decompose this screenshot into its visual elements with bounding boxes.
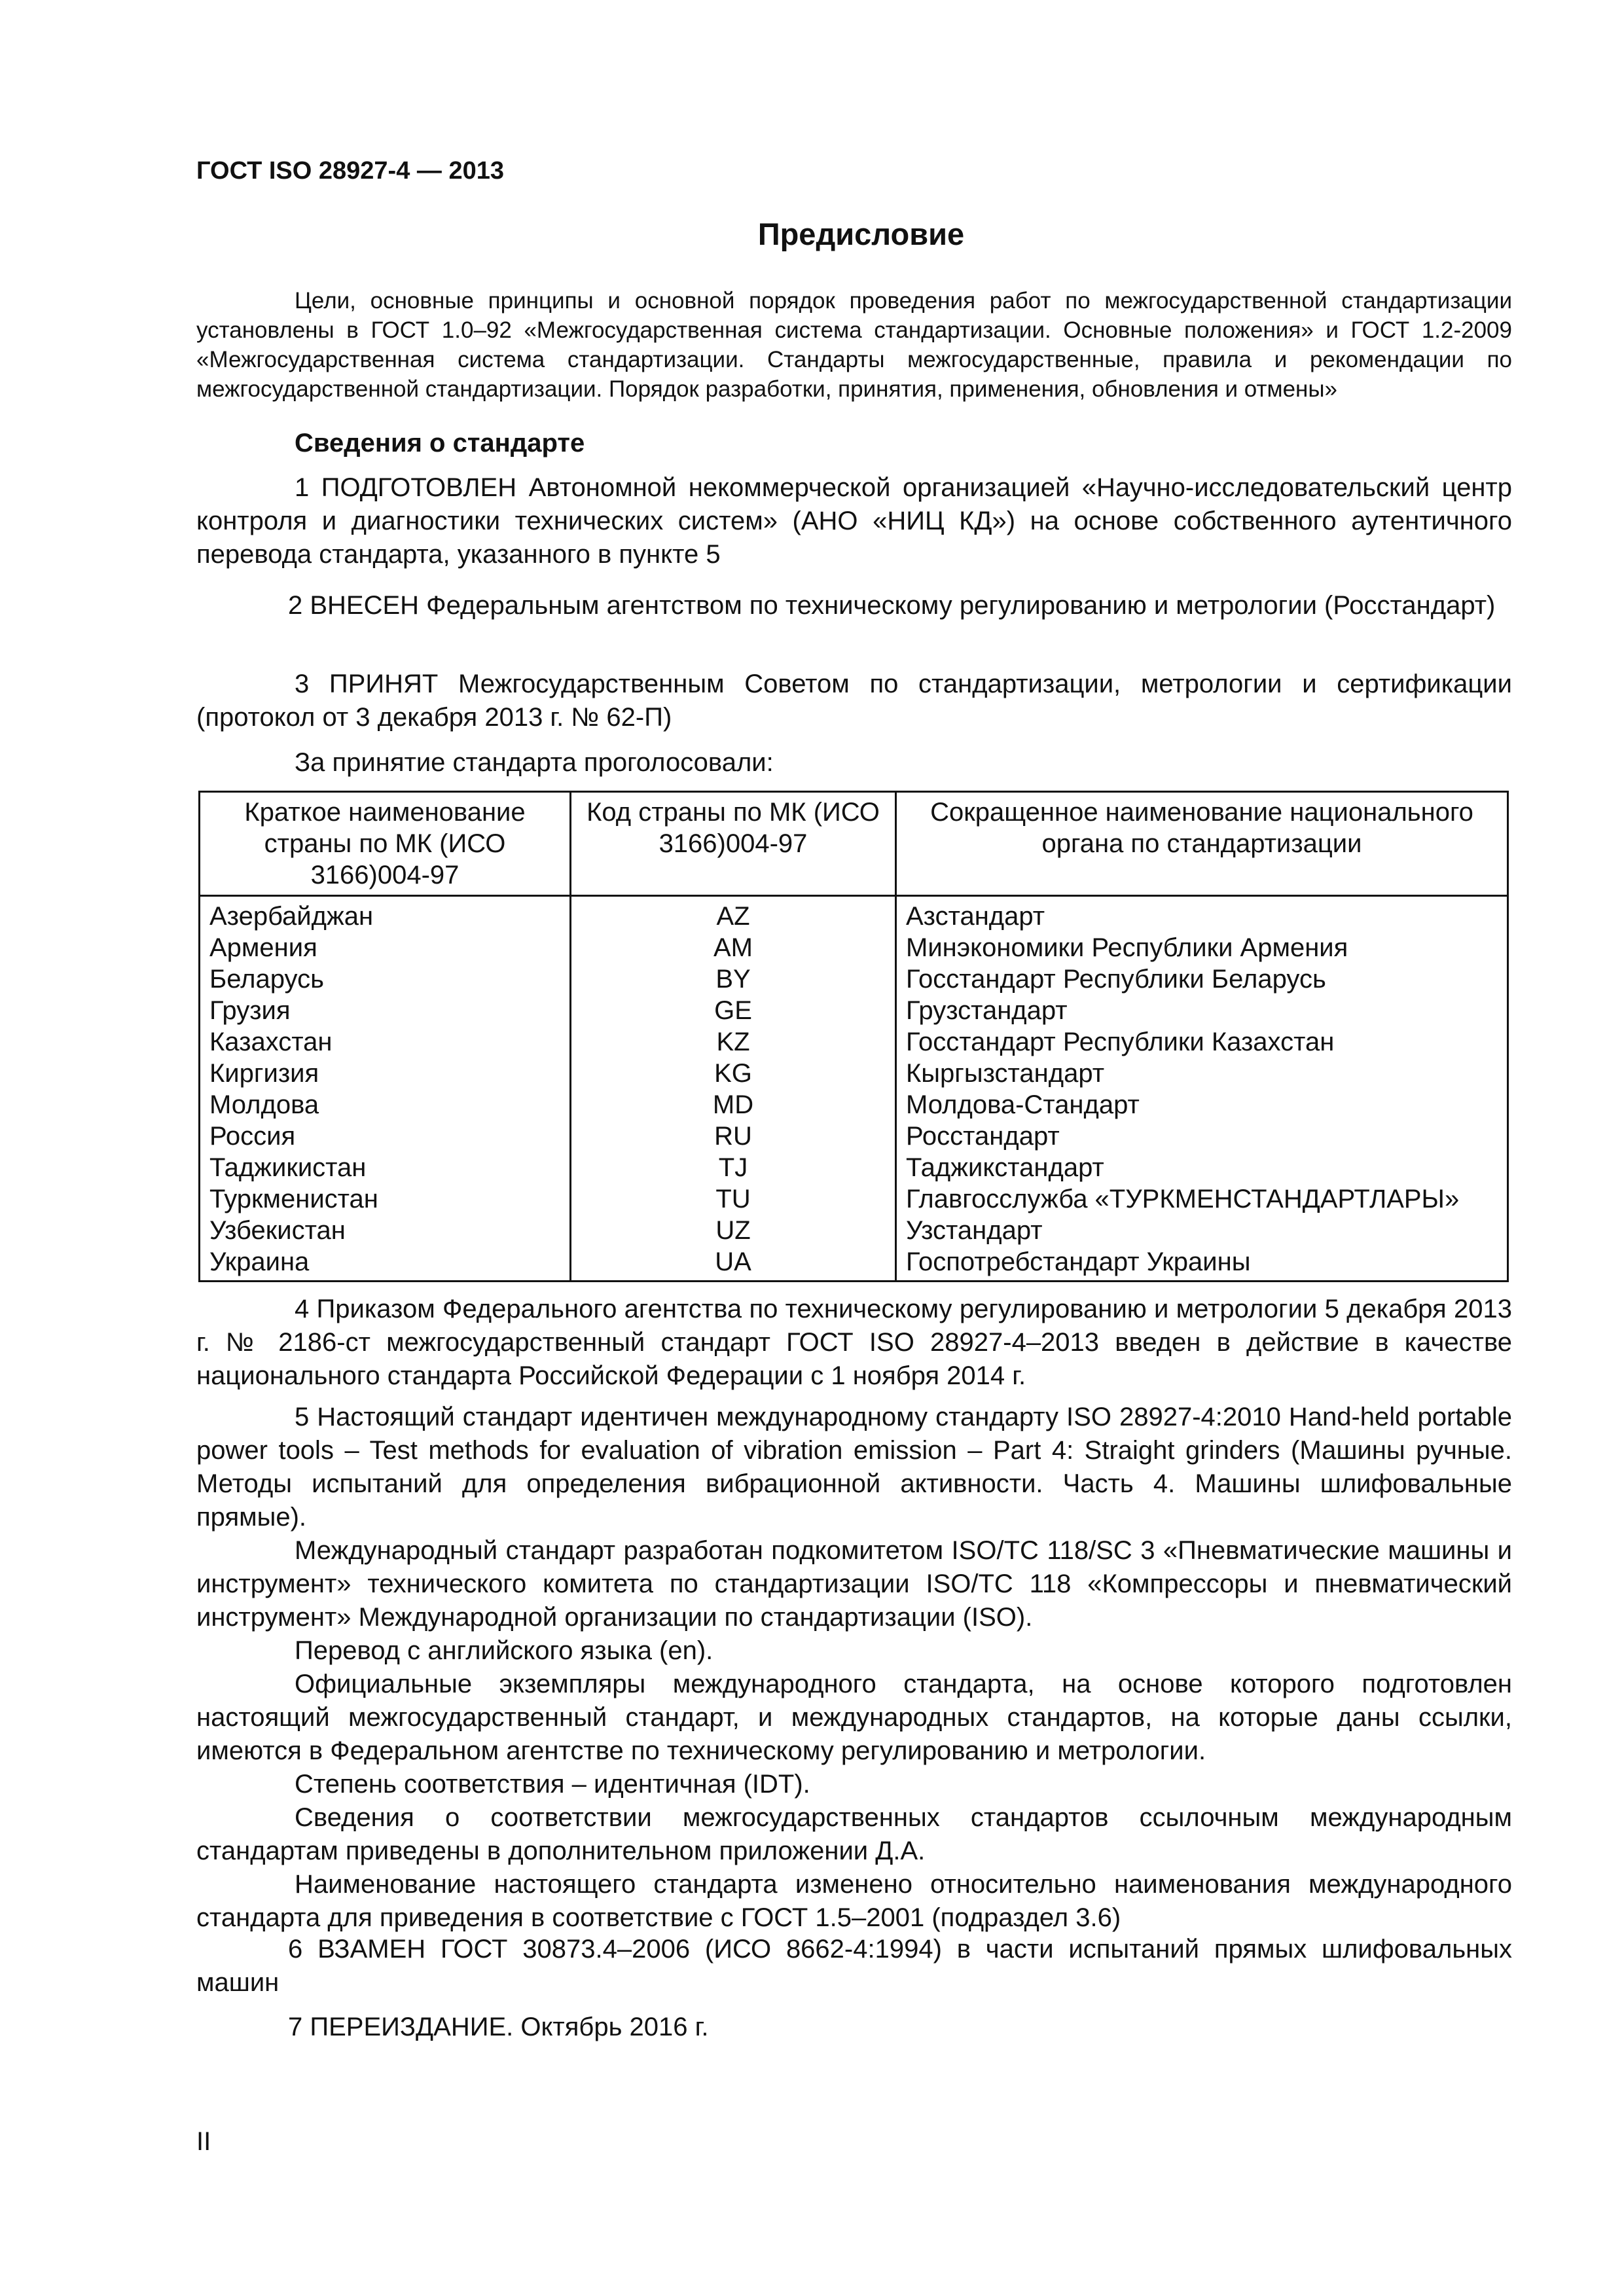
header-body: Сокращенное наименование национального органа по стандартизации: [896, 792, 1508, 896]
code-cell: MD: [571, 1089, 896, 1121]
body-cell: Таджикстандарт: [896, 1152, 1508, 1183]
item-4: [196, 1293, 1512, 1393]
country-cell: Украина: [200, 1246, 571, 1282]
body-cell: Кыргызстандарт: [896, 1058, 1508, 1089]
page-title-text: Предисловие: [757, 217, 965, 251]
item-5-paragraph-5: Степень соответствия – идентичная (IDT).: [295, 1770, 810, 1799]
table-row: [200, 1089, 1508, 1121]
item-2-text: 2 ВНЕСЕН Федеральным агентством по техническому регулированию и метрологии (Росстандарт): [288, 591, 1496, 620]
item-5-paragraph-2: Международный стандарт разработан подкомитетом ISO/TC 118/SC 3 «Пневматические машины и инструмент» технического комитета по стандартизации ISO/TC 118 «Компрессоры и пневматический инструмент» Международной организации по стандартизации (ISO).: [196, 1536, 1512, 1632]
document-header: ГОСТ ISO 28927-4 — 2013: [196, 157, 504, 185]
header-code: Код страны по МК (ИСО 3166)004-97: [571, 792, 896, 896]
country-cell: Киргизия: [200, 1058, 571, 1089]
item-5: [196, 1401, 1512, 1935]
item-5-paragraph-7: Наименование настоящего стандарта изменено относительно наименования международного стандарта для приведения в соответствие с ГОСТ 1.5–2001 (подраздел 3.6): [196, 1870, 1512, 1932]
voting-table: [198, 791, 1509, 1282]
code-cell: UA: [571, 1246, 896, 1282]
item-5-paragraph-6: Сведения о соответствии межгосударственных стандартов ссылочным международным стандартам приведены в дополнительном приложении Д.А.: [196, 1803, 1512, 1865]
table-row: [200, 963, 1508, 995]
table-row: [200, 1026, 1508, 1058]
table-row: [200, 1246, 1508, 1282]
country-cell: Туркменистан: [200, 1183, 571, 1215]
item-5-text: 5 Настоящий стандарт идентичен международному стандарту ISO 28927-4:2010 Hand-held portable power tools – Test methods for evaluation of vibration emission – Part 4: Straight grinders (Машины ручные. Методы испытаний для определения вибрационной активности. Часть 4. Машины шлифовальные прямые).: [196, 1403, 1512, 1532]
table-row: [200, 1058, 1508, 1089]
code-cell: TU: [571, 1183, 896, 1215]
item-7: [196, 2011, 1512, 2044]
table-row: [200, 995, 1508, 1026]
country-cell: Грузия: [200, 995, 571, 1026]
code-cell: RU: [571, 1121, 896, 1152]
page-number: II: [196, 2127, 211, 2156]
item-4-text: 4 Приказом Федерального агентства по техническому регулированию и метрологии 5 декабря 2013 г. № 2186-ст межгосударственный стандарт ГОСТ ISO 28927-4–2013 введен в действие в качестве национального стандарта Российской Федерации с 1 ноября 2014 г.: [196, 1295, 1512, 1390]
item-2: [196, 589, 1512, 622]
item-6: [196, 1933, 1512, 2000]
country-cell: Узбекистан: [200, 1215, 571, 1246]
body-cell: Молдова-Стандарт: [896, 1089, 1508, 1121]
code-cell: KG: [571, 1058, 896, 1089]
code-cell: KZ: [571, 1026, 896, 1058]
item-1-text: 1 ПОДГОТОВЛЕН Автономной некоммерческой организацией «Научно-исследовательский центр контроля и диагностики технических систем» (АНО «НИЦ КД») на основе собственного аутентичного перевода стандарта, указанного в пункте 5: [196, 473, 1512, 569]
preamble-paragraph: [196, 286, 1512, 404]
code-cell: GE: [571, 995, 896, 1026]
table-header-row: [200, 792, 1508, 896]
preamble-text: Цели, основные принципы и основной порядок проведения работ по межгосударственной стандартизации установлены в ГОСТ 1.0–92 «Межгосударственная система стандартизации. Основные положения» и ГОСТ 1.2-2009 «Межгосударственная система стандартизации. Стандарты межгосударственные, правила и рекомендации по межгосударственной стандартизации. Порядок разработки, принятия, применения, обновления и отмены»: [196, 288, 1512, 402]
country-cell: Молдова: [200, 1089, 571, 1121]
code-cell: BY: [571, 963, 896, 995]
body-cell: Азстандарт: [896, 896, 1508, 933]
table-row: [200, 1183, 1508, 1215]
code-cell: UZ: [571, 1215, 896, 1246]
vote-intro: [196, 746, 1512, 780]
code-cell: AM: [571, 932, 896, 963]
table-row: [200, 896, 1508, 933]
body-cell: Узстандарт: [896, 1215, 1508, 1246]
body-cell: Грузстандарт: [896, 995, 1508, 1026]
item-1: [196, 471, 1512, 571]
header-country: Краткое наименование страны по МК (ИСО 3166)004-97: [200, 792, 571, 896]
body-cell: Госпотребстандарт Украины: [896, 1246, 1508, 1282]
country-cell: Россия: [200, 1121, 571, 1152]
country-cell: Азербайджан: [200, 896, 571, 933]
item-5-paragraph-4: Официальные экземпляры международного стандарта, на основе которого подготовлен настоящий межгосударственный стандарт, и международных стандартов, на которые даны ссылки, имеются в Федеральном агентстве по техническому регулированию и метрологии.: [196, 1670, 1512, 1765]
body-cell: Госстандарт Республики Беларусь: [896, 963, 1508, 995]
country-cell: Казахстан: [200, 1026, 571, 1058]
table-row: [200, 1121, 1508, 1152]
body-cell: Главгосслужба «ТУРКМЕНСТАНДАРТЛАРЫ»: [896, 1183, 1508, 1215]
table-row: [200, 1152, 1508, 1183]
body-cell: Минэкономики Республики Армения: [896, 932, 1508, 963]
page-title: [0, 216, 1624, 252]
item-5-paragraph-3: Перевод с английского языка (en).: [295, 1636, 713, 1665]
item-6-text: 6 ВЗАМЕН ГОСТ 30873.4–2006 (ИСО 8662-4:1994) в части испытаний прямых шлифовальных машин: [196, 1935, 1512, 1997]
table-row: [200, 1215, 1508, 1246]
country-cell: Беларусь: [200, 963, 571, 995]
country-cell: Таджикистан: [200, 1152, 571, 1183]
body-cell: Росстандарт: [896, 1121, 1508, 1152]
item-3: [196, 668, 1512, 734]
item-3-text: 3 ПРИНЯТ Межгосударственным Советом по стандартизации, метрологии и сертификации (протокол от 3 декабря 2013 г. № 62-П): [196, 670, 1512, 732]
code-cell: AZ: [571, 896, 896, 933]
country-cell: Армения: [200, 932, 571, 963]
code-cell: TJ: [571, 1152, 896, 1183]
item-7-text: 7 ПЕРЕИЗДАНИЕ. Октябрь 2016 г.: [288, 2013, 709, 2041]
vote-intro-text: За принятие стандарта проголосовали:: [295, 748, 774, 777]
table-row: [200, 932, 1508, 963]
section-subheading: Сведения о стандарте: [295, 429, 585, 457]
body-cell: Госстандарт Республики Казахстан: [896, 1026, 1508, 1058]
